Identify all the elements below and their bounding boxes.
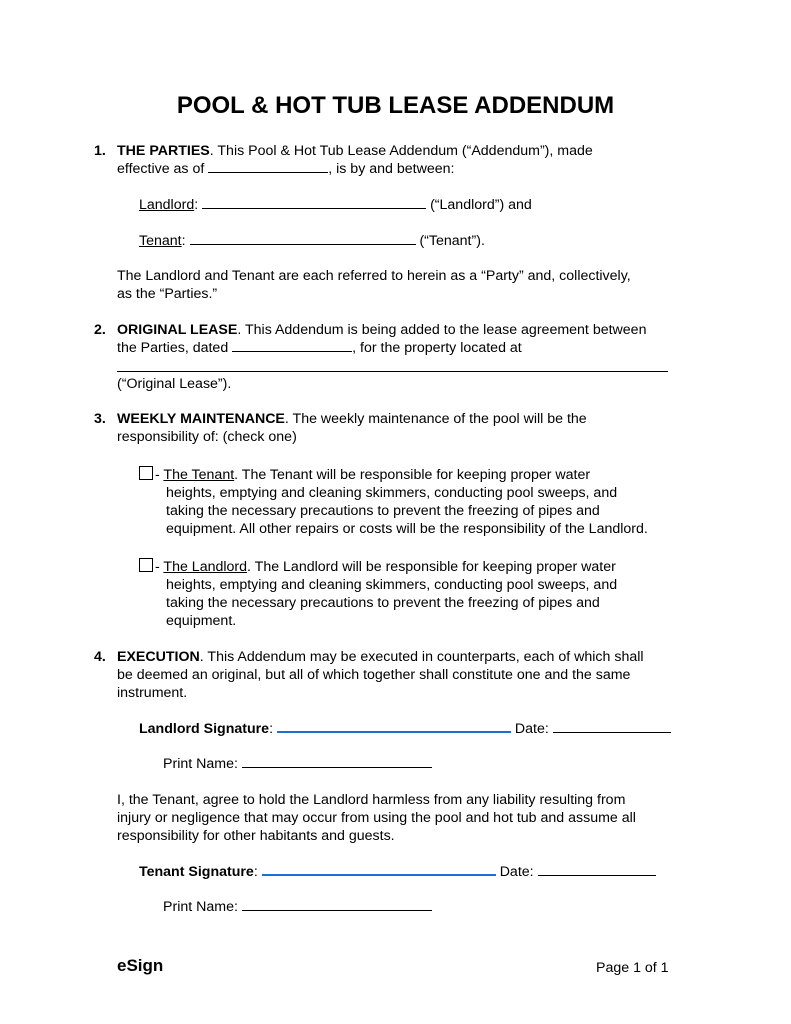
tenant-option-text-1: . The Tenant will be responsible for keeping proper water [234, 467, 591, 483]
landlord-date-label: Date: [514, 721, 549, 737]
landlord-option-line-2: heights, emptying and cleaning skimmers, conducting pool sweeps, and [166, 577, 618, 593]
section-3-line-2: responsibility of: (check one) [117, 429, 297, 445]
tenant-signature-line [139, 862, 656, 881]
landlord-option-line-4: equipment. [166, 613, 237, 629]
section-1-heading: THE PARTIES [117, 143, 210, 159]
landlord-option-label: The Landlord [163, 559, 248, 575]
option-dash: - [155, 467, 160, 483]
effective-date-field[interactable] [208, 160, 328, 173]
landlord-signature-field[interactable] [277, 719, 511, 733]
tenant-label: Tenant [139, 233, 182, 249]
section-4-line-3: instrument. [117, 685, 188, 701]
tenant-option-line-1 [155, 466, 590, 484]
section-3-heading: WEEKLY MAINTENANCE [117, 411, 285, 427]
parties-paragraph-line-1: The Landlord and Tenant are each referred to herein as a “Party” and, collectively, [117, 268, 631, 284]
tenant-suffix: (“Tenant”). [419, 233, 485, 249]
tenant-date-field[interactable] [538, 863, 656, 876]
tenant-option-label: The Tenant [163, 467, 235, 483]
hold-harmless-line-1: I, the Tenant, agree to hold the Landlord harmless from any liability resulting from [117, 792, 626, 808]
section-2-heading: ORIGINAL LEASE [117, 322, 238, 338]
document-title: POOL & HOT TUB LEASE ADDENDUM [176, 92, 615, 119]
section-2-line-2 [117, 339, 522, 357]
landlord-suffix: (“Landlord”) and [430, 197, 532, 213]
landlord-name-field[interactable] [202, 196, 426, 209]
lease-date-field[interactable] [232, 339, 352, 352]
section-3-text-1: . The weekly maintenance of the pool will be the [284, 411, 587, 427]
tenant-option-line-2: heights, emptying and cleaning skimmers, conducting pool sweeps, and [166, 485, 618, 501]
section-2-text-1: . This Addendum is being added to the lease agreement between [237, 322, 647, 338]
tenant-signature-field[interactable] [262, 862, 496, 876]
section-2-line-1 [117, 321, 646, 339]
landlord-print-name-line [163, 755, 432, 773]
landlord-print-name-label: Print Name: [163, 756, 238, 772]
section-3-number: 3. [94, 411, 106, 427]
section-1-line-1 [117, 142, 593, 160]
tenant-option-checkbox[interactable] [139, 466, 153, 480]
hold-harmless-line-2: injury or negligence that may occur from using the pool and hot tub and assume all [117, 810, 636, 826]
section-4-line-1 [117, 648, 644, 666]
esign-logo: eSign [117, 956, 164, 975]
property-address-field[interactable] [117, 371, 668, 372]
section-4-heading: EXECUTION [117, 649, 200, 665]
section-1-text-1: . This Pool & Hot Tub Lease Addendum (“Addendum”), made [209, 143, 593, 159]
landlord-option-line-3: taking the necessary precautions to prevent the freezing of pipes and [166, 595, 600, 611]
landlord-line: Landlord: (“Landlord”) and [139, 197, 532, 213]
section-1-text-2: , is by and between: [328, 161, 455, 177]
tenant-name-field[interactable] [190, 232, 416, 245]
section-2-text-2: , for the property located at [352, 340, 522, 356]
original-lease-label: (“Original Lease”). [117, 376, 232, 392]
tenant-line: Tenant: (“Tenant”). [139, 233, 485, 249]
landlord-date-field[interactable] [553, 720, 671, 733]
tenant-print-name-label: Print Name: [163, 899, 238, 915]
landlord-option-checkbox[interactable] [139, 558, 153, 572]
section-4-text-1: . This Addendum may be executed in counterparts, each of which shall [199, 649, 644, 665]
section-1-number: 1. [94, 143, 106, 159]
section-4-line-2: be deemed an original, but all of which together shall constitute one and the same [117, 667, 631, 683]
tenant-date-label: Date: [499, 864, 534, 880]
tenant-signature-label: Tenant Signature [139, 864, 254, 880]
tenant-option-line-3: taking the necessary precautions to prevent the freezing of pipes and [166, 503, 600, 519]
section-3-line-1 [117, 410, 587, 428]
hold-harmless-line-3: responsibility for other habitants and guests. [117, 828, 395, 844]
landlord-label: Landlord [139, 197, 195, 213]
landlord-option-line-1 [155, 558, 616, 576]
section-1-line-2 [117, 160, 454, 178]
effective-label: effective as of [117, 161, 205, 177]
tenant-print-name-line [163, 898, 432, 916]
landlord-option-text-1: . The Landlord will be responsible for keeping proper water [247, 559, 616, 575]
parties-paragraph-line-2: as the “Parties.” [117, 286, 218, 302]
colon: : [253, 864, 258, 880]
landlord-signature-line [139, 719, 671, 738]
dated-label: the Parties, dated [117, 340, 229, 356]
tenant-option-line-4: equipment. All other repairs or costs will be the responsibility of the Landlord. [166, 521, 648, 537]
option-dash: - [155, 559, 160, 575]
colon: : [269, 721, 274, 737]
page-number: Page 1 of 1 [596, 960, 669, 976]
landlord-print-name-field[interactable] [242, 755, 432, 768]
section-4-number: 4. [94, 649, 106, 665]
landlord-signature-label: Landlord Signature [139, 721, 270, 737]
tenant-print-name-field[interactable] [242, 898, 432, 911]
section-2-number: 2. [94, 322, 106, 338]
